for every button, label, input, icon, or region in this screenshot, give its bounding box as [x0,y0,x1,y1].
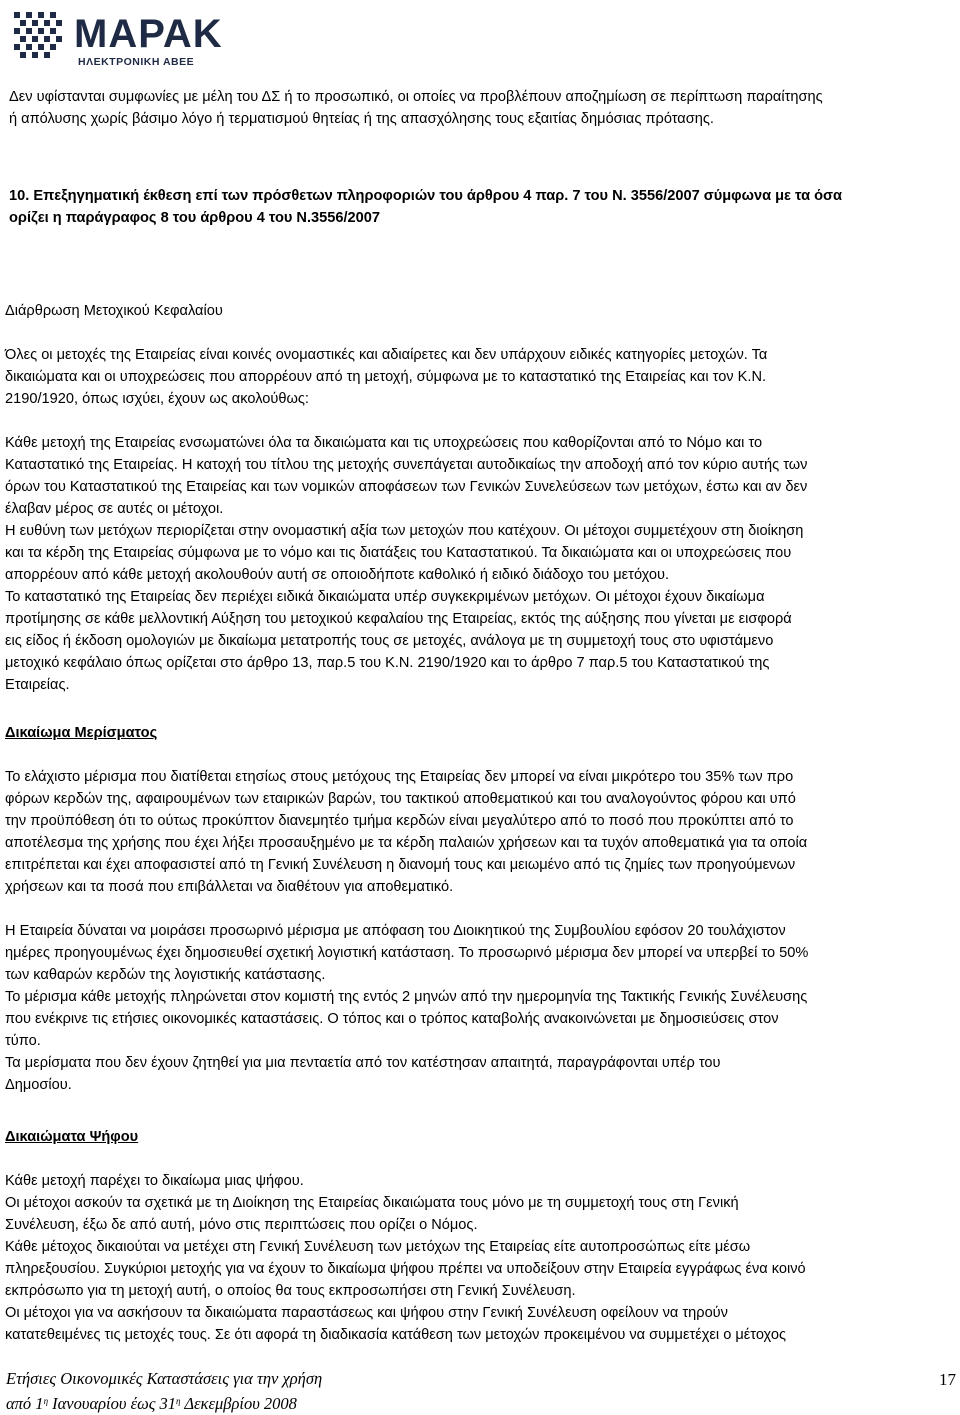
page-number: 17 [939,1370,956,1389]
footer-text: Ιανουαρίου έως 31 [48,1394,177,1413]
text-line: Η Εταιρεία δύναται να μοιράσει προσωρινό μέρισμα με απόφαση του Διοικητικού της Συμβουλίου εφόσον 20 τουλάχιστον [5,923,786,939]
footer-sup: η [176,1396,181,1406]
company-name: ΜΑΡΑΚ [74,12,223,56]
text-line: τύπο. [5,1033,41,1049]
text-line: Όλες οι μετοχές της Εταιρείας είναι κοινές ονομαστικές και αδιαίρετες και δεν υπάρχουν ειδικές κατηγορίες μετοχών. Τα [5,347,768,363]
marak-logo-icon [6,6,68,68]
footer-text: Δεκεμβρίου 2008 [180,1394,297,1413]
text-line: Κάθε μετοχή παρέχει το δικαίωμα μιας ψήφου. [5,1173,304,1189]
text-line: επιτρέπεται και έχει αποφασιστεί από τη Γενική Συνέλευση η διανομή τους και μειωμένο από τις ζημίες των προηγούμενων [5,857,796,873]
text-line: μετοχικό κεφάλαιο όπως ορίζεται στο άρθρο 13, παρ.5 του Κ.Ν. 2190/1920 και το άρθρο 7 παρ.5 του Καταστατικού της [5,655,770,671]
text-line: Το μέρισμα κάθε μετοχής πληρώνεται στον κομιστή της εντός 2 μηνών από την ημερομηνία της Τακτικής Γενικής Συνέλευσης [5,989,808,1005]
capital-structure-section [0,300,958,696]
section-10-heading [0,185,958,229]
text-line: ημέρες προηγουμένως έχει δημοσιευθεί σχετική λογιστική κατάσταση. Το προσωρινό μέρισμα δεν μπορεί να υπερβεί το 50% [5,945,809,961]
text-line: Δημοσίου. [5,1077,72,1093]
text-line: κατατεθειμένες τις μετοχές τους. Σε ότι αφορά τη διαδικασία κατάθεση των μετοχών προκειμένου να συμμετέχει ο μέτοχος [5,1327,786,1343]
text-line: Το καταστατικό της Εταιρείας δεν περιέχει ειδικά δικαιώματα υπέρ συγκεκριμένων μετόχων. Οι μέτοχοι έχουν δικαίωμα [5,589,765,605]
text-line: προτίμησης σε κάθε μελλοντική Αύξηση του μετοχικού κεφαλαίου της Εταιρείας, εκτός της αύξησης που γίνεται με εισφορά [5,611,792,627]
text-line: Οι μέτοχοι για να ασκήσουν τα δικαιώματα παραστάσεως και ψήφου στην Γενική Συνέλευση οφείλουν να τηρούν [5,1305,728,1321]
text-line: των καθαρών κερδών της λογιστικής κατάστασης. [5,967,326,983]
footer-text: από 1 [6,1394,44,1413]
text-line: πληρεξουσίου. Συγκύριοι μετοχής για να έχουν το δικαίωμα ψήφου πρέπει να υποδείξουν στην Εταιρεία εγγράφως ένα κοινό [5,1261,806,1277]
text-line: Κάθε μετοχή της Εταιρείας ενσωματώνει όλα τα δικαιώματα και τις υποχρεώσεις που καθορίζονται από το Νόμο και το [5,435,763,451]
intro-paragraph [0,86,958,130]
text-line: έλαβαν μέρος σε αυτές οι μέτοχοι. [5,501,224,517]
text-line: δικαιώματα και οι υποχρεώσεις που απορρέουν από τη μετοχή, σύμφωνα με το καταστατικό της Εταιρείας και τον Κ.Ν. [5,369,767,385]
voting-title: Δικαιώματα Ψήφου [5,1129,139,1145]
text-line: και τα κέρδη της Εταιρείας σύμφωνα με το νόμο και τις διατάξεις του Καταστατικού. Τα δικαιώματα και οι υποχρεώσεις που [5,545,792,561]
capital-title: Διάρθρωση Μετοχικού Κεφαλαίου [5,303,223,319]
text-line: απορρέουν από κάθε μετοχή ακολουθούν αυτή σε οποιοδήποτε καθολικό ή ειδικό διάδοχο του μετόχου. [5,567,670,583]
page-footer [6,1368,956,1415]
text-line: που ενέκρινε τις ετήσιες οικονομικές καταστάσεις. Ο τόπος και ο τρόπος καταβολής ανακοινώνεται με δημοσιεύσεις στον [5,1011,779,1027]
dividend-title: Δικαίωμα Μερίσματος [5,725,158,741]
text-line: Εταιρείας. [5,677,70,693]
text-line: Το ελάχιστο μέρισμα που διατίθεται ετησίως στους μετόχους της Εταιρείας δεν μπορεί να είναι μικρότερο του 35% των προ [5,769,794,785]
text-line: Τα μερίσματα που δεν έχουν ζητηθεί για μια πενταετία από τον κατέστησαν απαιτητά, παραγράφονται υπέρ του [5,1055,721,1071]
footer-sup: η [43,1396,49,1406]
text-line: Κάθε μέτοχος δικαιούται να μετέχει στη Γενική Συνέλευση των μετόχων της Εταιρείας είτε αυτοπροσώπως είτε μέσω [5,1239,751,1255]
footer-line-1: Ετήσιες Οικονομικές Καταστάσεις για την χρήση [6,1369,323,1388]
footer-line-2 [6,1390,956,1415]
text-line: ή απόλυσης χωρίς βάσιμο λόγο ή τερματισμού θητείας ή της απασχόλησης τους εξαιτίας δημόσιας πρότασης. [9,111,714,127]
text-line: την προϋπόθεση ότι το ούτως προκύπτον διανεμητέο τμήμα κερδών είναι μεγαλύτερο από το ποσό που προκύπτει από το [5,813,794,829]
text-line: Οι μέτοχοι ασκούν τα σχετικά με τη Διοίκηση της Εταιρείας δικαιώματα τους μόνο με τη συμμετοχή τους στη Γενική [5,1195,739,1211]
dividend-section [0,722,958,1096]
text-line: αποτέλεσμα της χρήσης που έχει λήξει προσαυξημένο με τα κέρδη παλαιών χρήσεων και τα τυχόν αποθεματικά για τα οποία [5,835,808,851]
text-line: Η ευθύνη των μετόχων περιορίζεται στην ονομαστική αξία των μετοχών που κατέχουν. Οι μέτοχοι συμμετέχουν στη διοίκηση [5,523,804,539]
heading-line: ορίζει η παράγραφος 8 του άρθρου 4 του Ν.3556/2007 [9,210,381,226]
text-line: φόρων κερδών της, αφαιρουμένων των εταιρικών βαρών, του τακτικού αποθεματικού και του αναλογούντος φόρου και υπό [5,791,796,807]
voting-rights-section [0,1126,958,1346]
text-line: Δεν υφίστανται συμφωνίες με μέλη του ΔΣ ή το προσωπικό, οι οποίες να προβλέπουν αποζημίωση σε περίπτωση παραίτησης [9,89,823,105]
text-line: εις είδος ή έκδοση ομολογιών με δικαίωμα μετατροπής τους σε μετοχές, ανάλογα με τη συμμετοχή τους στο υφιστάμενο [5,633,774,649]
text-line: χρήσεων και τα ποσά που επιβάλλεται να διαθέτουν για αποθεματικό. [5,879,454,895]
company-logo [6,4,223,74]
text-line: 2190/1920, όπως ισχύει, έχουν ως ακολούθως: [5,391,309,407]
text-line: Συνέλευση, έξω δε από αυτή, μόνο στις περιπτώσεις που ορίζει ο Νόμος. [5,1217,478,1233]
company-subtitle: ΗΛΕΚΤΡΟΝΙΚΗ ΑΒΕΕ [78,56,195,68]
text-line: Καταστατικό της Εταιρείας. Η κατοχή του τίτλου της μετοχής συνεπάγεται αυτοδικαίως την αποδοχή από τον κύριο αυτής των [5,457,808,473]
heading-line: 10. Επεξηγηματική έκθεση επί των πρόσθετων πληροφοριών του άρθρου 4 παρ. 7 του Ν. 3556/2007 σύμφωνα με τα όσα [9,188,843,204]
text-line: εκπρόσωπο για τη μετοχή αυτή, ο οποίος θα τους εκπροσωπήσει στη Γενική Συνέλευση. [5,1283,576,1299]
text-line: όρων του Καταστατικού της Εταιρείας και των νομικών αποφάσεων των Γενικών Συνελεύσεων των μετόχων, έστω και αν δεν [5,479,808,495]
